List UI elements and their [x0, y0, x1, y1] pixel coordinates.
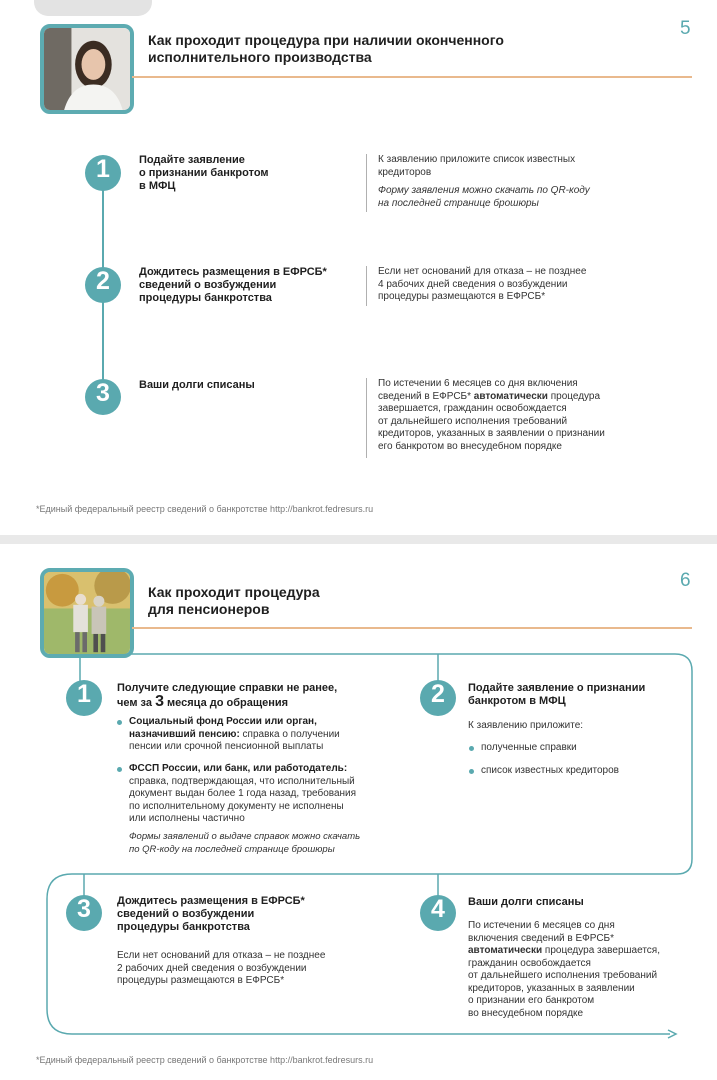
step-3-description — [117, 950, 325, 988]
download-note — [129, 831, 360, 856]
text-span: процедура завершается, — [542, 945, 660, 956]
text-span: чем за — [117, 697, 156, 709]
step-number-4: 4 — [420, 895, 456, 931]
brochure-page-6 — [0, 544, 717, 1080]
step-1-title — [117, 682, 337, 710]
step-2-title — [139, 266, 327, 305]
text-line: процедуры размещаются в ЕФРСБ* — [117, 975, 285, 986]
text-line: в МФЦ — [139, 180, 176, 192]
step-1-description — [378, 154, 590, 210]
text-line: включения сведений в ЕФРСБ* — [468, 932, 614, 944]
step-3-title — [117, 895, 305, 934]
step-4-description — [468, 920, 660, 1020]
text-line: по QR-коду на последней странице брошюры — [129, 843, 335, 855]
page-title-line: исполнительного производства — [148, 49, 372, 65]
footnote: *Единый федеральный реестр сведений о банкротстве http://bankrot.fedresurs.ru — [36, 1055, 374, 1065]
step-1-title — [139, 154, 269, 193]
emphasis-text: автоматически — [473, 390, 548, 402]
emphasis-text: ФССП России, или банк, или работодатель: — [129, 763, 348, 774]
text-line: К заявлению приложите список известных — [378, 154, 576, 165]
text-line: о признании банкротом — [139, 167, 269, 179]
page-number: 5 — [680, 18, 691, 39]
text-line: документ выдан более 1 года назад, требования — [129, 788, 357, 799]
bullet-item — [129, 716, 340, 754]
text-line — [117, 695, 337, 710]
step-4-title: Ваши долги списаны — [468, 896, 584, 908]
text-line: сведений о возбуждении — [139, 279, 277, 291]
text-line: Дождитесь размещения в ЕФРСБ* — [117, 895, 305, 907]
step-number-3: 3 — [66, 895, 102, 931]
text-line: от дальнейшего исполнения требований — [378, 415, 568, 427]
text-line: или исполнены частично — [129, 813, 245, 824]
text-line: о признании его банкротом — [468, 995, 595, 1006]
text-line: кредиторов, указанных в заявлении о признании — [378, 428, 605, 439]
text-line: сведений о возбуждении — [117, 908, 255, 920]
text-line: Получите следующие справки не ранее, — [117, 682, 338, 694]
text-line — [378, 391, 605, 404]
woman-portrait-photo — [40, 24, 134, 114]
text-line: Подайте заявление — [139, 154, 245, 166]
page-title-line: Как проходит процедура — [148, 584, 320, 600]
brochure-page-5 — [0, 0, 717, 535]
bullet-item: полученные справки — [481, 742, 577, 753]
text-line: По истечении 6 месяцев со дня включения — [378, 378, 578, 389]
text-line: Форму заявления можно скачать по QR-коду — [378, 185, 590, 196]
text-span: сведений в ЕФРСБ* — [378, 390, 474, 402]
text-line: Ваши долги списаны — [139, 379, 255, 391]
text-span: процедура — [547, 390, 601, 402]
emphasis-text: автоматически — [468, 945, 543, 956]
text-line — [468, 945, 660, 958]
page-title — [148, 32, 504, 66]
text-line: справка, подтверждающая, что исполнительный — [129, 775, 355, 787]
column-separator — [366, 266, 367, 306]
text-line: Если нет оснований для отказа – не позднее — [378, 266, 587, 277]
text-line: по исполнительному документу не исполнены — [129, 800, 344, 812]
text-line: По истечении 6 месяцев со дня — [468, 920, 615, 931]
emphasis-text: Социальный фонд России или орган, — [129, 716, 317, 727]
step-number-3: 3 — [85, 379, 121, 415]
text-line: пенсии или срочной пенсионной выплаты — [129, 741, 324, 752]
text-line: от дальнейшего исполнения требований — [468, 970, 658, 981]
text-line: кредиторов, указанных в заявлении — [468, 982, 635, 994]
text-line: на последней странице брошюры — [378, 197, 539, 209]
page-title-line: для пенсионеров — [148, 601, 270, 617]
step-number-1: 1 — [85, 155, 121, 191]
column-separator — [366, 154, 367, 212]
text-line: во внесудебном порядке — [468, 1007, 584, 1019]
title-divider — [132, 627, 692, 629]
step-number-2: 2 — [420, 680, 456, 716]
page-title-line: Как проходит процедура при наличии оконченного — [148, 32, 504, 48]
bullet-item: список известных кредиторов — [481, 765, 619, 776]
text-line: процедуры банкротства — [117, 921, 250, 933]
text-span: справка о получении — [239, 728, 340, 740]
emphasis-text: назначивший пенсию: — [129, 728, 240, 740]
text-line: гражданин освобождается — [468, 957, 591, 969]
footnote: *Единый федеральный реестр сведений о банкротстве http://bankrot.fedresurs.ru — [36, 504, 374, 514]
step-3-description — [378, 378, 605, 453]
step-number-1: 1 — [66, 680, 102, 716]
text-line: Если нет оснований для отказа – не позднее — [117, 950, 326, 961]
text-line: кредиторов — [378, 166, 432, 178]
page-title — [148, 584, 320, 618]
elderly-couple-photo — [40, 568, 134, 658]
text-line: процедуры размещаются в ЕФРСБ* — [378, 291, 546, 302]
step-3-title — [139, 379, 255, 392]
page-number: 6 — [680, 570, 691, 591]
text-line: Подайте заявление о признании — [468, 682, 646, 694]
text-line: завершается, гражданин освобождается — [378, 403, 567, 414]
text-line: Дождитесь размещения в ЕФРСБ* — [139, 266, 327, 278]
step-2-intro: К заявлению приложите: — [468, 720, 584, 731]
emphasis-number: 3 — [155, 693, 164, 710]
text-line: 4 рабочих дней сведения о возбуждении — [378, 278, 568, 290]
text-line: его банкротом во внесудебном порядке — [378, 440, 562, 452]
step-number-2: 2 — [85, 267, 121, 303]
bullet-item — [129, 763, 356, 826]
title-divider — [132, 76, 692, 78]
page-counter-badge — [34, 0, 152, 16]
text-line: процедуры банкротства — [139, 292, 272, 304]
column-separator — [366, 378, 367, 458]
step-2-title — [468, 682, 645, 708]
text-line: банкротом в МФЦ — [468, 695, 566, 707]
text-span: месяца до обращения — [163, 697, 289, 709]
text-line: 2 рабочих дней сведения о возбуждении — [117, 962, 307, 974]
text-line: Формы заявлений о выдаче справок можно скачать — [129, 831, 361, 842]
step-2-description — [378, 266, 586, 304]
